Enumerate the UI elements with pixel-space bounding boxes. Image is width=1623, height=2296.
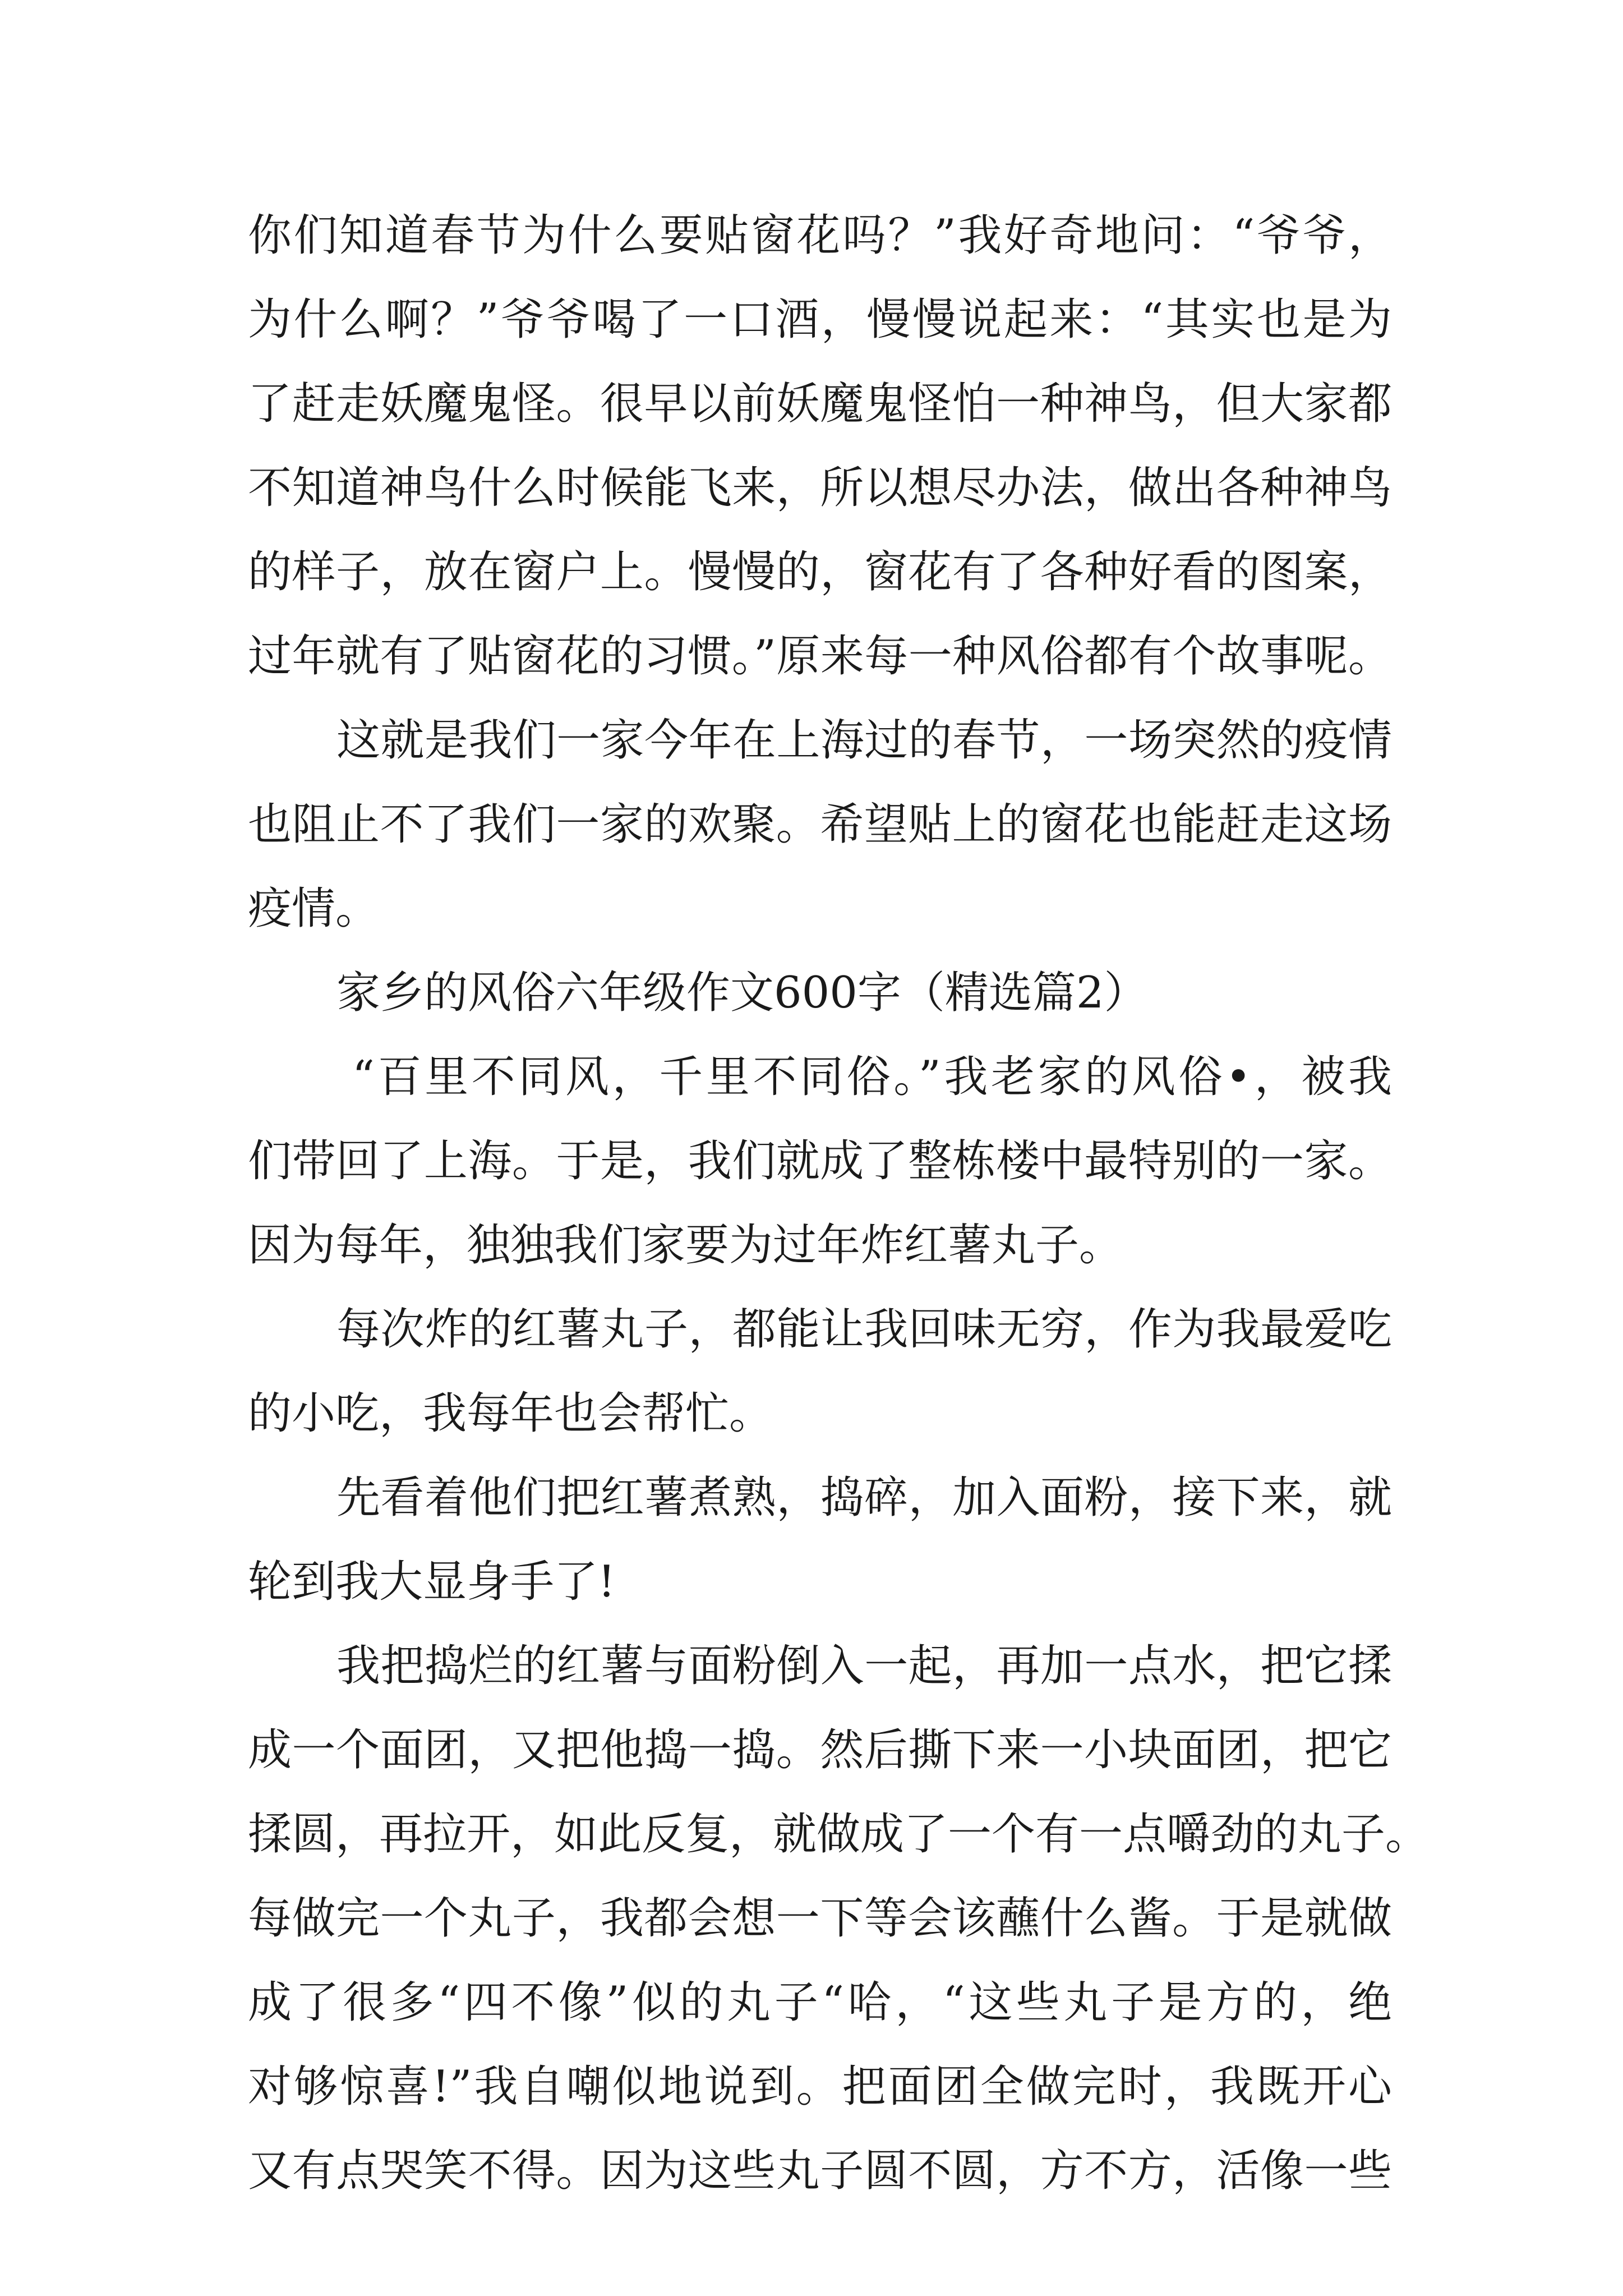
text-line: 为什么啊？”爷爷喝了一口酒，慢慢说起来：“其实也是为 [248, 295, 1392, 345]
text-line: 过年就有了贴窗花的习惯。”原来每一种风俗都有个故事呢。 [248, 631, 1392, 682]
text-line: “百里不同风，千里不同俗。”我老家的风俗•，被我 [352, 1052, 1392, 1102]
text-line: 的样子，放在窗户上。慢慢的，窗花有了各种好看的图案， [248, 547, 1392, 597]
text-line: 成一个面团，又把他捣一捣。然后撕下来一小块面团，把它 [248, 1725, 1392, 1775]
text-line: 我把捣烂的红薯与面粉倒入一起，再加一点水，把它揉 [336, 1641, 1392, 1691]
text-line: 你们知道春节为什么要贴窗花吗？”我好奇地问：“爷爷， [248, 210, 1392, 261]
text-line: 揉圆，再拉开，如此反复，就做成了一个有一点嚼劲的丸子。 [248, 1809, 1430, 1860]
text-line: 的小吃，我每年也会帮忙。 [248, 1388, 773, 1439]
text-line: 成了很多“四不像”似的丸子“哈，“这些丸子是方的，绝 [248, 1977, 1392, 2028]
text-line: 又有点哭笑不得。因为这些丸子圆不圆，方不方，活像一些 [248, 2146, 1392, 2196]
text-line: 了赶走妖魔鬼怪。很早以前妖魔鬼怪怕一种神鸟，但大家都 [248, 379, 1392, 429]
text-line: 也阻止不了我们一家的欢聚。希望贴上的窗花也能赶走这场 [248, 799, 1392, 850]
text-line: 们带回了上海。于是，我们就成了整栋楼中最特别的一家。 [248, 1136, 1392, 1186]
text-line: 对够惊喜!”我自嘲似地说到。把面团全做完时，我既开心 [248, 2062, 1392, 2112]
section-heading: 家乡的风俗六年级作文600字（精选篇2） [336, 968, 1148, 1018]
text-line: 这就是我们一家今年在上海过的春节，一场突然的疫情 [336, 715, 1392, 766]
text-line: 因为每年，独独我们家要为过年炸红薯丸子。 [248, 1220, 1123, 1271]
text-line: 轮到我大显身手了! [248, 1557, 616, 1607]
text-line: 每次炸的红薯丸子，都能让我回味无穷，作为我最爱吃 [336, 1304, 1392, 1355]
text-line: 每做完一个丸子，我都会想一下等会该蘸什么酱。于是就做 [248, 1893, 1392, 1944]
text-line: 先看着他们把红薯煮熟，捣碎，加入面粉，接下来，就 [336, 1473, 1392, 1523]
text-line: 不知道神鸟什么时候能飞来，所以想尽办法，做出各种神鸟 [248, 463, 1392, 513]
text-line: 疫情。 [248, 884, 380, 934]
